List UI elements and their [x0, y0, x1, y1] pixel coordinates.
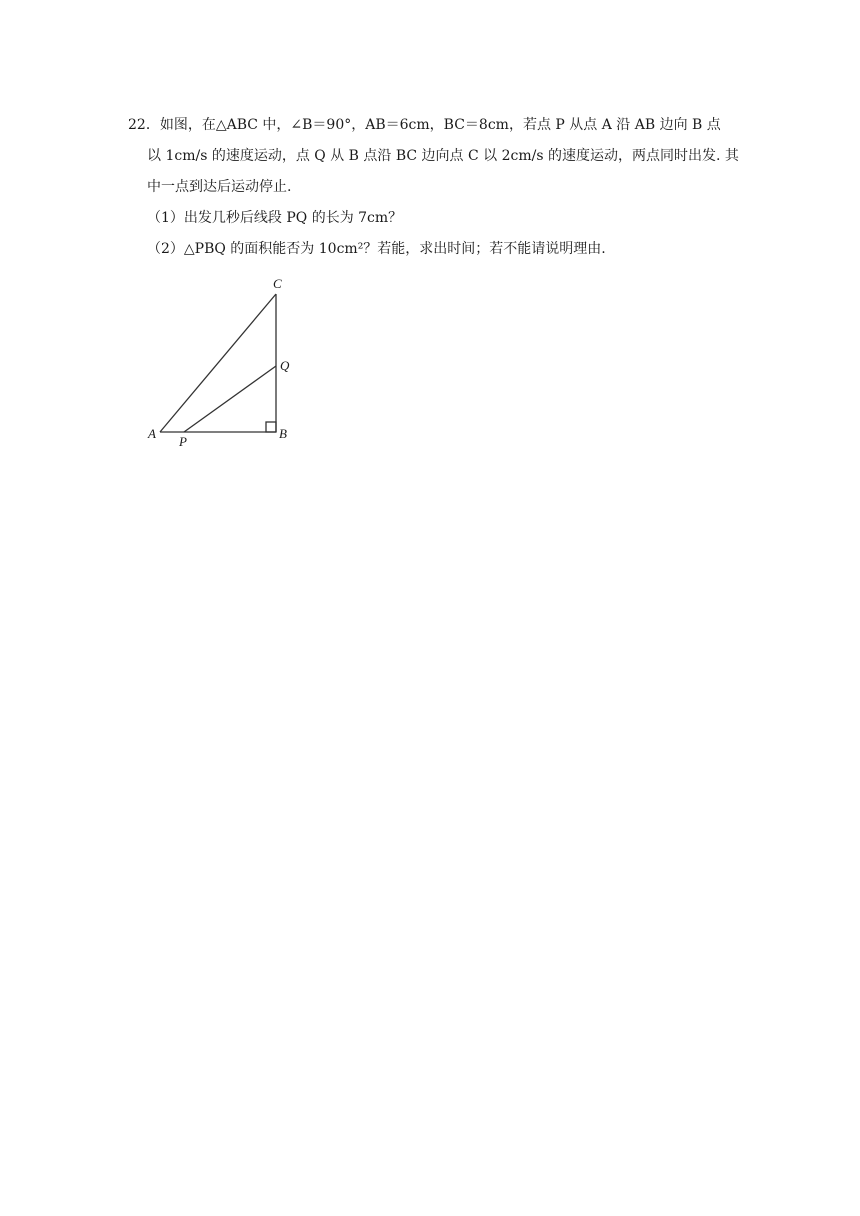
label-Q: Q — [280, 358, 290, 373]
problem-22 — [128, 110, 748, 265]
triangle-figure — [140, 272, 300, 456]
question-2: （2）△PBQ 的面积能否为 10cm²？若能，求出时间；若不能请说明理由. — [147, 241, 606, 257]
triangle-diagram — [140, 272, 300, 452]
label-C: C — [273, 276, 282, 291]
side-AC — [160, 294, 276, 432]
problem-statement-line-3: 中一点到达后运动停止. — [147, 179, 292, 195]
problem-statement-line-1: 22．如图，在△ABC 中，∠B＝90°，AB＝6cm，BC＝8cm，若点 P 从点 A 沿 AB 边向 B 点 — [128, 117, 721, 133]
segment-PQ — [184, 366, 276, 432]
label-B: B — [279, 426, 287, 441]
problem-statement-line-2: 以 1cm/s 的速度运动，点 Q 从 B 点沿 BC 边向点 C 以 2cm/s 的速度运动，两点同时出发. 其 — [147, 148, 739, 164]
question-1: （1）出发几秒后线段 PQ 的长为 7cm？ — [147, 210, 403, 226]
right-angle-marker — [266, 422, 276, 432]
label-P: P — [179, 434, 187, 449]
label-A: A — [148, 426, 156, 441]
